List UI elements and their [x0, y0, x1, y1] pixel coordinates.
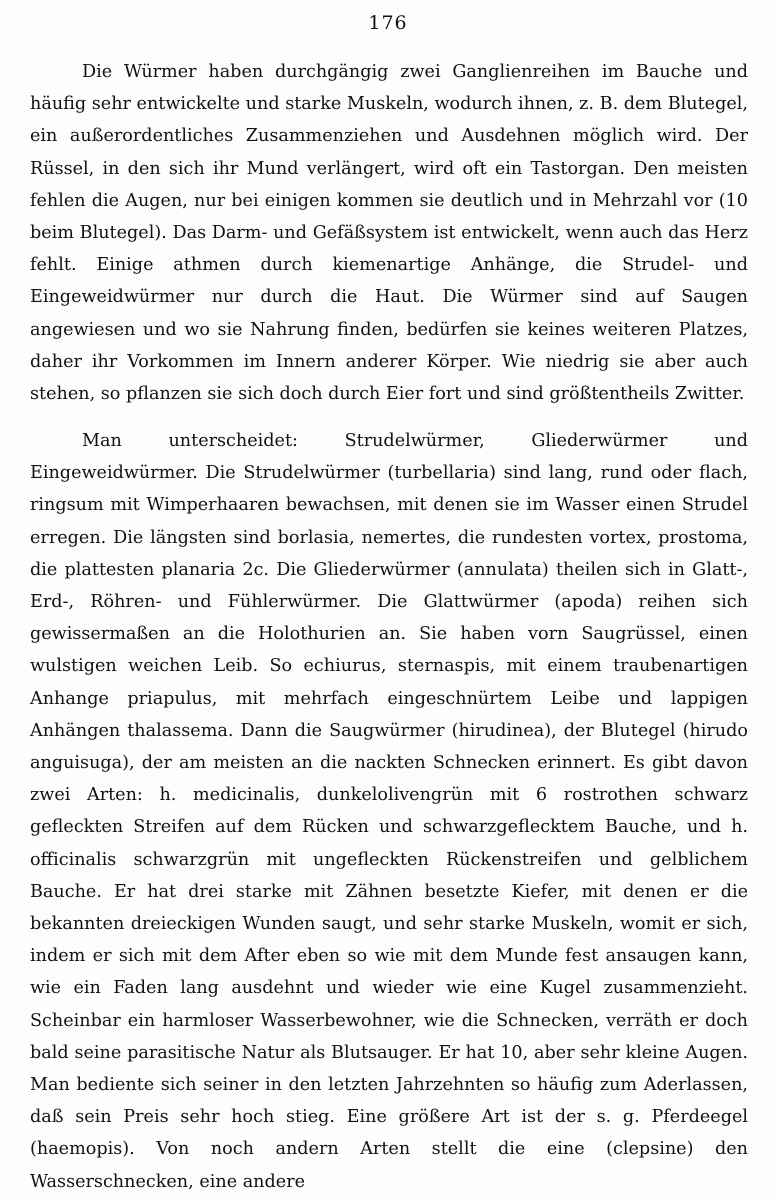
paragraph-block-2: [30, 425, 748, 1198]
paragraph-worm-classification: Man unterscheidet: Strudelwürmer, Gliederwürmer und Eingeweidwürmer. Die Strudelwürmer (turbellaria) sind lang, rund oder flach, ringsum mit Wimperhaaren bewachsen, mit denen sie im Wasser einen Strudel erregen. Die längsten sind borlasia, nemertes, die rundesten vortex, prostoma, die plattesten planaria 2c. Die Gliederwürmer (annulata) theilen sich in Glatt-, Erd-, Röhren- und Fühlerwürmer. Die Glattwürmer (apoda) reihen sich gewissermaßen an die Holothurien an. Sie haben vorn Saugrüssel, einen wulstigen weichen Leib. So echiurus, sternaspis, mit einem traubenartigen Anhange priapulus, mit mehrfach eingeschnürtem Leibe und lappigen Anhängen thalassema. Dann die Saugwürmer (hirudinea), der Blutegel (hirudo anguisuga), der am meisten an die nackten Schnecken erinnert. Es gibt davon zwei Arten: h. medicinalis, dunkelolivengrün mit 6 rostrothen schwarz gefleckten Streifen auf dem Rücken und schwarzgeflecktem Bauche, und h. officinalis schwarzgrün mit ungefleckten Rückenstreifen und gelblichem Bauche. Er hat drei starke mit Zähnen besetzte Kiefer, mit denen er die bekannten dreieckigen Wunden saugt, und sehr starke Muskeln, womit er sich, indem er sich mit dem After eben so wie mit dem Munde fest ansaugen kann, wie ein Faden lang ausdehnt und wieder wie eine Kugel zusammenzieht. Scheinbar ein harmloser Wasserbewohner, wie die Schnecken, verräth er doch bald seine parasitische Natur als Blutsauger. Er hat 10, aber sehr kleine Augen. Man bediente sich seiner in den letzten Jahrzehnten so häufig zum Aderlassen, daß sein Preis sehr hoch stieg. Eine größere Art ist der s. g. Pferdeegel (haemopis). Von noch andern Arten stellt die eine (clepsine) den Wasserschnecken, eine andere: [30, 431, 748, 1192]
page-number: 176: [368, 12, 408, 34]
paragraph-worm-anatomy: Die Würmer haben durchgängig zwei Ganglienreihen im Bauche und häufig sehr entwickelte und starke Muskeln, wodurch ihnen, z. B. dem Blutegel, ein außerordentliches Zusammenziehen und Ausdehnen möglich wird. Der Rüssel, in den sich ihr Mund verlängert, wird oft ein Tastorgan. Den meisten fehlen die Augen, nur bei einigen kommen sie deutlich und in Mehrzahl vor (10 beim Blutegel). Das Darm- und Gefäßsystem ist entwickelt, wenn auch das Herz fehlt. Einige athmen durch kiemenartige Anhänge, die Strudel- und Eingeweidwürmer nur durch die Haut. Die Würmer sind auf Saugen angewiesen und wo sie Nahrung finden, bedürfen sie keines weiteren Platzes, daher ihr Vorkommen im Innern anderer Körper. Wie niedrig sie aber auch stehen, so pflanzen sie sich doch durch Eier fort und sind größtentheils Zwitter.: [30, 62, 748, 405]
paragraph-block-1: [30, 56, 748, 410]
